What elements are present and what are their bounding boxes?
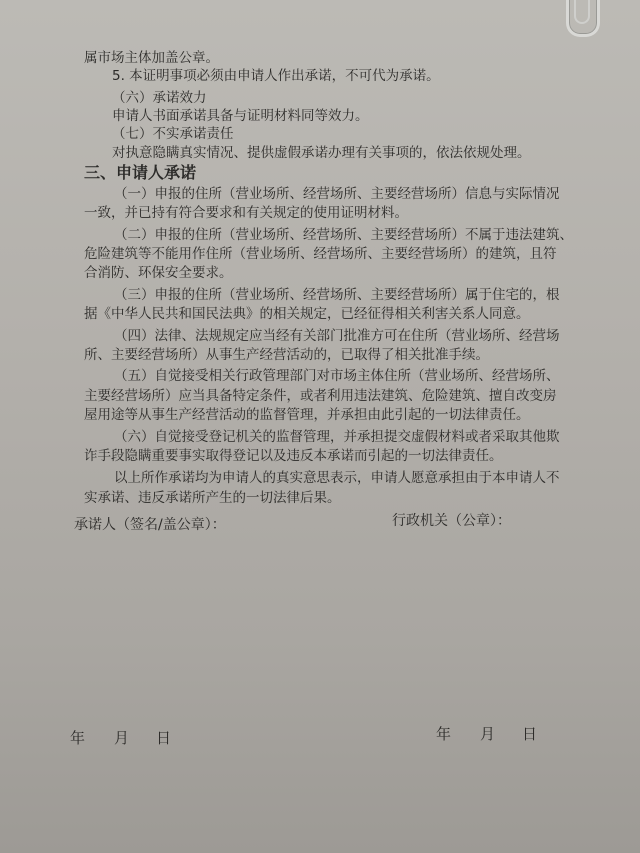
authority-seal-label: 行政机关（公章）： bbox=[392, 513, 511, 529]
text-line: 实承诺、违反承诺所产生的一切法律后果。 bbox=[84, 490, 341, 506]
text-line: 5. 本证明事项必须由申请人作出承诺，不可代为承诺。 bbox=[112, 68, 440, 84]
text-line: （五）自觉接受相关行政管理部门对市场主体住所（营业场所、经营场所、 bbox=[114, 368, 560, 384]
text-line: 诈手段隐瞒重要事实取得登记以及违反本承诺而引起的一切法律责任。 bbox=[84, 448, 503, 464]
text-line: （六）承诺效力 bbox=[112, 90, 207, 106]
date-year-label: 年 bbox=[70, 729, 86, 747]
text-line: 主要经营场所）应当具备特定条件，或者利用违法建筑、危险建筑、擅自改变房 bbox=[84, 388, 557, 404]
text-line: （四）法律、法规规定应当经有关部门批准方可在住所（营业场所、经营场 bbox=[114, 328, 560, 344]
text-line: 据《中华人民共和国民法典》的相关规定，已经征得相关利害关系人同意。 bbox=[84, 306, 530, 322]
text-line: 属市场主体加盖公章。 bbox=[84, 50, 219, 66]
text-line: 屋用途等从事生产经营活动的监督管理，并承担由此引起的一切法律责任。 bbox=[84, 407, 530, 423]
text-line: （一）申报的住所（营业场所、经营场所、主要经营场所）信息与实际情况 bbox=[114, 186, 560, 202]
text-line: 危险建筑等不能用作住所（营业场所、经营场所、主要经营场所）的建筑，且符 bbox=[84, 246, 557, 262]
text-line: （六）自觉接受登记机关的监督管理，并承担提交虚假材料或者采取其他欺 bbox=[114, 429, 560, 445]
text-line: 合消防、环保安全要求。 bbox=[84, 265, 233, 281]
date-day-label: 日 bbox=[522, 725, 538, 743]
date-day-label: 日 bbox=[156, 729, 172, 747]
text-line: 所、主要经营场所）从事生产经营活动的，已取得了相关批准手续。 bbox=[84, 347, 489, 363]
applicant-signature-label: 承诺人（签名/盖公章）： bbox=[74, 517, 226, 533]
text-line: （三）申报的住所（营业场所、经营场所、主要经营场所）属于住宅的，根 bbox=[114, 287, 560, 303]
text-line: 对执意隐瞒真实情况、提供虚假承诺办理有关事项的，依法依规处理。 bbox=[112, 145, 531, 161]
text-line: （七）不实承诺责任 bbox=[112, 126, 234, 142]
text-line: 以上所作承诺均为申请人的真实意思表示，申请人愿意承担由于本申请人不 bbox=[114, 470, 560, 486]
date-month-label: 月 bbox=[480, 725, 496, 743]
text-line: 一致，并已持有符合要求和有关规定的使用证明材料。 bbox=[84, 205, 408, 221]
section-heading: 三、申请人承诺 bbox=[84, 163, 197, 182]
text-line: 申请人书面承诺具备与证明材料同等效力。 bbox=[112, 108, 369, 124]
date-year-label: 年 bbox=[436, 725, 452, 743]
date-month-label: 月 bbox=[114, 729, 130, 747]
text-line: （二）申报的住所（营业场所、经营场所、主要经营场所）不属于违法建筑、 bbox=[114, 227, 573, 243]
